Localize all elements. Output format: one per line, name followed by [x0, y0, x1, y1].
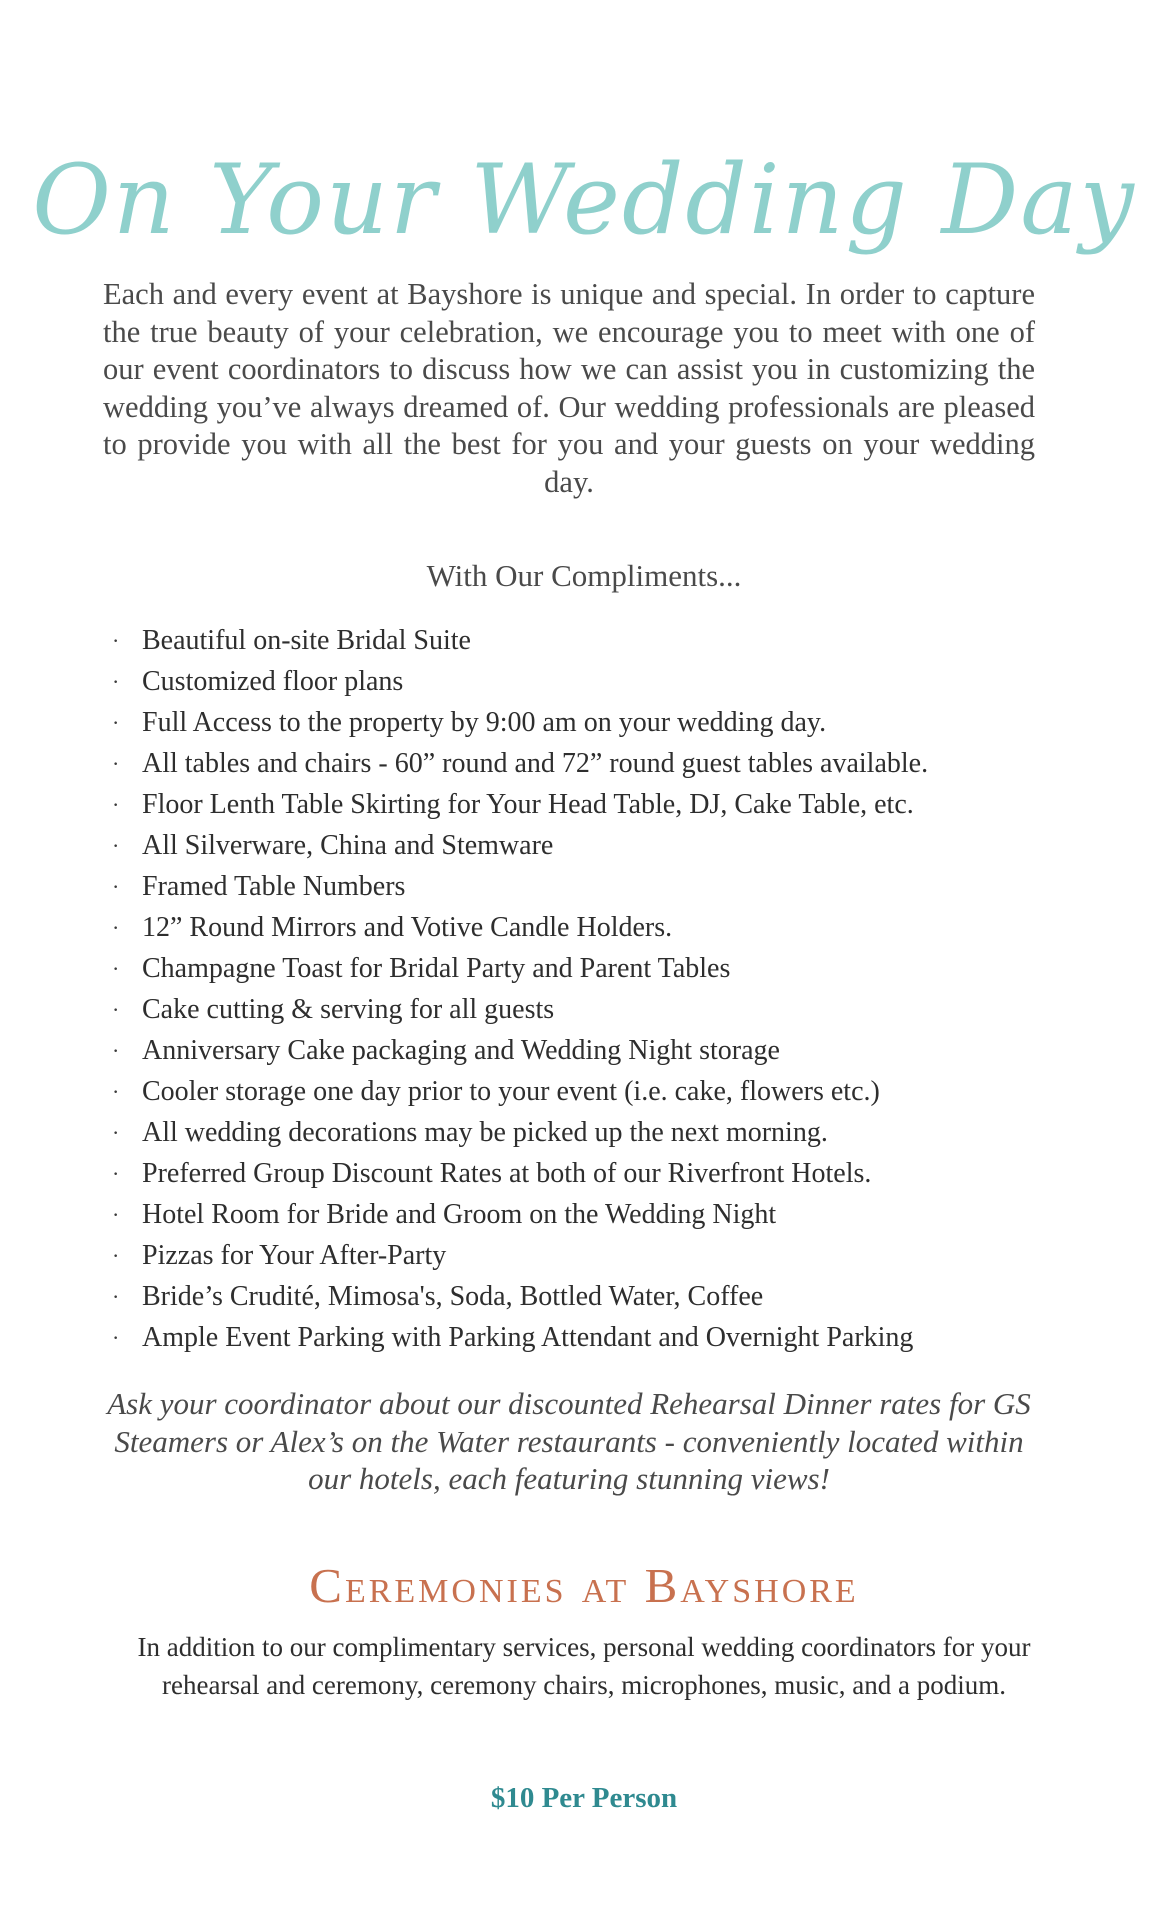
list-item — [112, 702, 1052, 743]
list-item — [112, 1112, 1052, 1153]
list-item — [112, 1030, 1052, 1071]
bullet-icon: · — [112, 751, 120, 776]
amenity-text: Framed Table Numbers — [142, 871, 406, 902]
amenity-text: Customized floor plans — [142, 666, 404, 697]
bullet-icon: · — [112, 833, 120, 858]
amenity-text: Pizzas for Your After-Party — [142, 1240, 447, 1271]
bullet-icon: · — [112, 1079, 120, 1104]
amenity-text: All tables and chairs - 60” round and 72” round guest tables available. — [142, 748, 929, 779]
bullet-icon: · — [112, 1202, 120, 1227]
bullet-icon: · — [112, 669, 120, 694]
list-item — [112, 743, 1052, 784]
list-item — [112, 1153, 1052, 1194]
restaurants-note: Ask your coordinator about our discounted Rehearsal Dinner rates for GS Steamers or Alex’s on the Water restaurants - conveniently located within our hotels, each featuring stunning views! — [107, 1386, 1031, 1496]
amenity-text: Anniversary Cake packaging and Wedding Night storage — [142, 1035, 780, 1066]
bullet-icon: · — [112, 1243, 120, 1268]
list-item — [112, 1071, 1052, 1112]
amenity-text: Cake cutting & serving for all guests — [142, 994, 555, 1025]
amenity-text: Bride’s Crudité, Mimosa's, Soda, Bottled Water, Coffee — [142, 1281, 764, 1312]
list-item — [112, 825, 1052, 866]
list-item — [112, 866, 1052, 907]
bullet-icon: · — [112, 1325, 120, 1350]
amenity-text: Hotel Room for Bride and Groom on the Wedding Night — [142, 1199, 777, 1230]
list-item — [112, 1235, 1052, 1276]
amenity-text: Preferred Group Discount Rates at both of our Riverfront Hotels. — [142, 1158, 872, 1189]
list-item — [112, 1276, 1052, 1317]
intro-paragraph: Each and every event at Bayshore is unique and special. In order to capture the true beauty of your celebration, we encourage you to meet with one of our event coordinators to discuss how we can assist you in customizing the wedding you’ve always dreamed of. Our wedding professionals are pleased to provide you with all the best for you and your guests on your wedding day. — [103, 277, 1035, 499]
list-item — [112, 620, 1052, 661]
bullet-icon: · — [112, 956, 120, 981]
bullet-icon: · — [112, 874, 120, 899]
bullet-icon: · — [112, 1284, 120, 1309]
bullet-icon: · — [112, 1038, 120, 1063]
bullet-icon: · — [112, 997, 120, 1022]
list-item — [112, 1317, 1052, 1358]
amenity-text: Floor Lenth Table Skirting for Your Head Table, DJ, Cake Table, etc. — [142, 789, 914, 820]
amenity-text: Beautiful on-site Bridal Suite — [142, 625, 471, 656]
compliments-heading: With Our Compliments... — [426, 558, 742, 593]
ceremony-description: In addition to our complimentary services, personal wedding coordinators for your rehearsal and ceremony, ceremony chairs, microphones, music, and a podium. — [137, 1632, 1031, 1700]
list-item — [112, 1194, 1052, 1235]
amenity-text: All wedding decorations may be picked up the next morning. — [142, 1117, 828, 1148]
list-item — [112, 784, 1052, 825]
page-title: On Your Wedding Day — [32, 144, 1136, 256]
bullet-icon: · — [112, 1120, 120, 1145]
bullet-icon: · — [112, 792, 120, 817]
list-item — [112, 948, 1052, 989]
bullet-icon: · — [112, 915, 120, 940]
bullet-icon: · — [112, 628, 120, 653]
bullet-icon: · — [112, 710, 120, 735]
ceremony-heading: Ceremonies at Bayshore — [309, 1558, 859, 1613]
amenity-text: 12” Round Mirrors and Votive Candle Holders. — [142, 912, 673, 943]
amenity-text: All Silverware, China and Stemware — [142, 830, 554, 861]
ceremony-price: $10 Per Person — [490, 1782, 678, 1814]
amenity-text: Champagne Toast for Bridal Party and Parent Tables — [142, 953, 731, 984]
amenities-list — [112, 620, 1052, 1358]
amenity-text: Full Access to the property by 9:00 am on your wedding day. — [142, 707, 827, 738]
amenity-text: Cooler storage one day prior to your event (i.e. cake, flowers etc.) — [142, 1076, 880, 1107]
amenity-text: Ample Event Parking with Parking Attendant and Overnight Parking — [142, 1322, 914, 1353]
list-item — [112, 907, 1052, 948]
list-item — [112, 989, 1052, 1030]
list-item — [112, 661, 1052, 702]
bullet-icon: · — [112, 1161, 120, 1186]
